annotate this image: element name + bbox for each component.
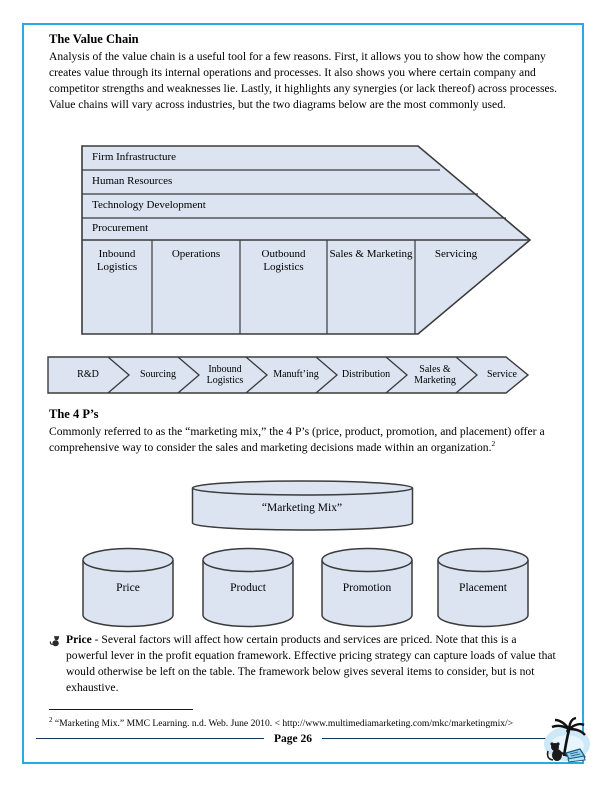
monkey-bullet-icon bbox=[49, 632, 66, 652]
four-ps-paragraph-text: Commonly referred to as the “marketing mix,” the 4 P’s (price, product, promotion, and placement) offer a comprehensive way to consider the sales and marketing decisions made within an organization. bbox=[49, 425, 545, 454]
chain-step-sourcing: Sourcing bbox=[139, 369, 177, 381]
footnote bbox=[49, 714, 558, 730]
process-chain-diagram bbox=[46, 355, 536, 395]
chain-step-inbound-logistics: Inbound Logistics bbox=[206, 363, 244, 386]
primary-activity-servicing: Servicing bbox=[434, 248, 478, 260]
chain-step-distribution: Distribution bbox=[341, 369, 391, 381]
value-chain-arrow-shape bbox=[80, 144, 535, 336]
placement-cylinder-label: Placement bbox=[459, 582, 507, 594]
chain-step-rnd: R&D bbox=[77, 369, 99, 381]
footnote-text: “Marketing Mix.” MMC Learning. n.d. Web. June 2010. < http://www.multimediamarketing.com/mkc/marketingmix/> bbox=[52, 718, 514, 730]
product-cylinder-label: Product bbox=[230, 582, 266, 594]
chain-step-service: Service bbox=[487, 369, 517, 381]
monkey-palm-logo-icon bbox=[540, 716, 592, 768]
four-ps-paragraph bbox=[49, 424, 558, 456]
primary-activity-operations: Operations bbox=[171, 248, 221, 260]
footnote-reference: 2 bbox=[491, 439, 496, 449]
primary-activity-inbound-logistics: Inbound Logistics bbox=[96, 248, 138, 273]
price-cylinder-label: Price bbox=[116, 582, 140, 594]
value-chain-paragraph: Analysis of the value chain is a useful tool for a few reasons. First, it allows you to show how the company creates value through its internal operations and processes. It also shows you where certain company and competitor strengths and weaknesses lie. Lastly, it highlights any synergies (or lack thereof) across processes. Value chains will vary across industries, but the two diagrams below are the most commonly used. bbox=[49, 50, 558, 111]
value-chain-diagram bbox=[80, 144, 535, 336]
primary-activity-outbound-logistics: Outbound Logistics bbox=[261, 248, 306, 273]
footer-rule-left bbox=[36, 738, 264, 739]
footnote-separator bbox=[49, 709, 193, 710]
promotion-cylinder-label: Promotion bbox=[342, 582, 392, 594]
price-bullet-term: Price bbox=[66, 633, 92, 646]
support-activity-human-resources: Human Resources bbox=[92, 175, 173, 187]
footer-rule-right bbox=[322, 738, 550, 739]
cylinder-shapes bbox=[80, 475, 535, 630]
marketing-mix-cylinder-label: “Marketing Mix” bbox=[261, 502, 343, 514]
page-footer bbox=[36, 731, 550, 746]
support-activity-procurement: Procurement bbox=[92, 222, 149, 234]
chain-step-sales-marketing: Sales & Marketing bbox=[414, 363, 456, 386]
primary-activity-sales-marketing: Sales & Marketing bbox=[329, 248, 413, 260]
four-ps-heading: The 4 P’s bbox=[49, 407, 99, 421]
marketing-mix-diagram bbox=[80, 475, 535, 630]
price-bullet-body: - Several factors will affect how certain products and services are priced. Note that this is a powerful lever in the profit equation framework. Effective pricing strategy can capture loads of value that would otherwise be left on the table. The framework below gives several items to consider, but is not exhaustive. bbox=[66, 633, 556, 694]
support-activity-technology-development: Technology Development bbox=[92, 199, 206, 211]
footnote-marker: 2 bbox=[49, 716, 53, 724]
support-activity-firm-infrastructure: Firm Infrastructure bbox=[92, 151, 176, 163]
chain-step-manufacturing: Manuft’ing bbox=[273, 369, 319, 381]
price-bullet-item bbox=[49, 632, 556, 696]
page-number-label: Page 26 bbox=[274, 732, 313, 745]
value-chain-heading: The Value Chain bbox=[49, 32, 139, 46]
price-bullet-text bbox=[66, 632, 556, 696]
